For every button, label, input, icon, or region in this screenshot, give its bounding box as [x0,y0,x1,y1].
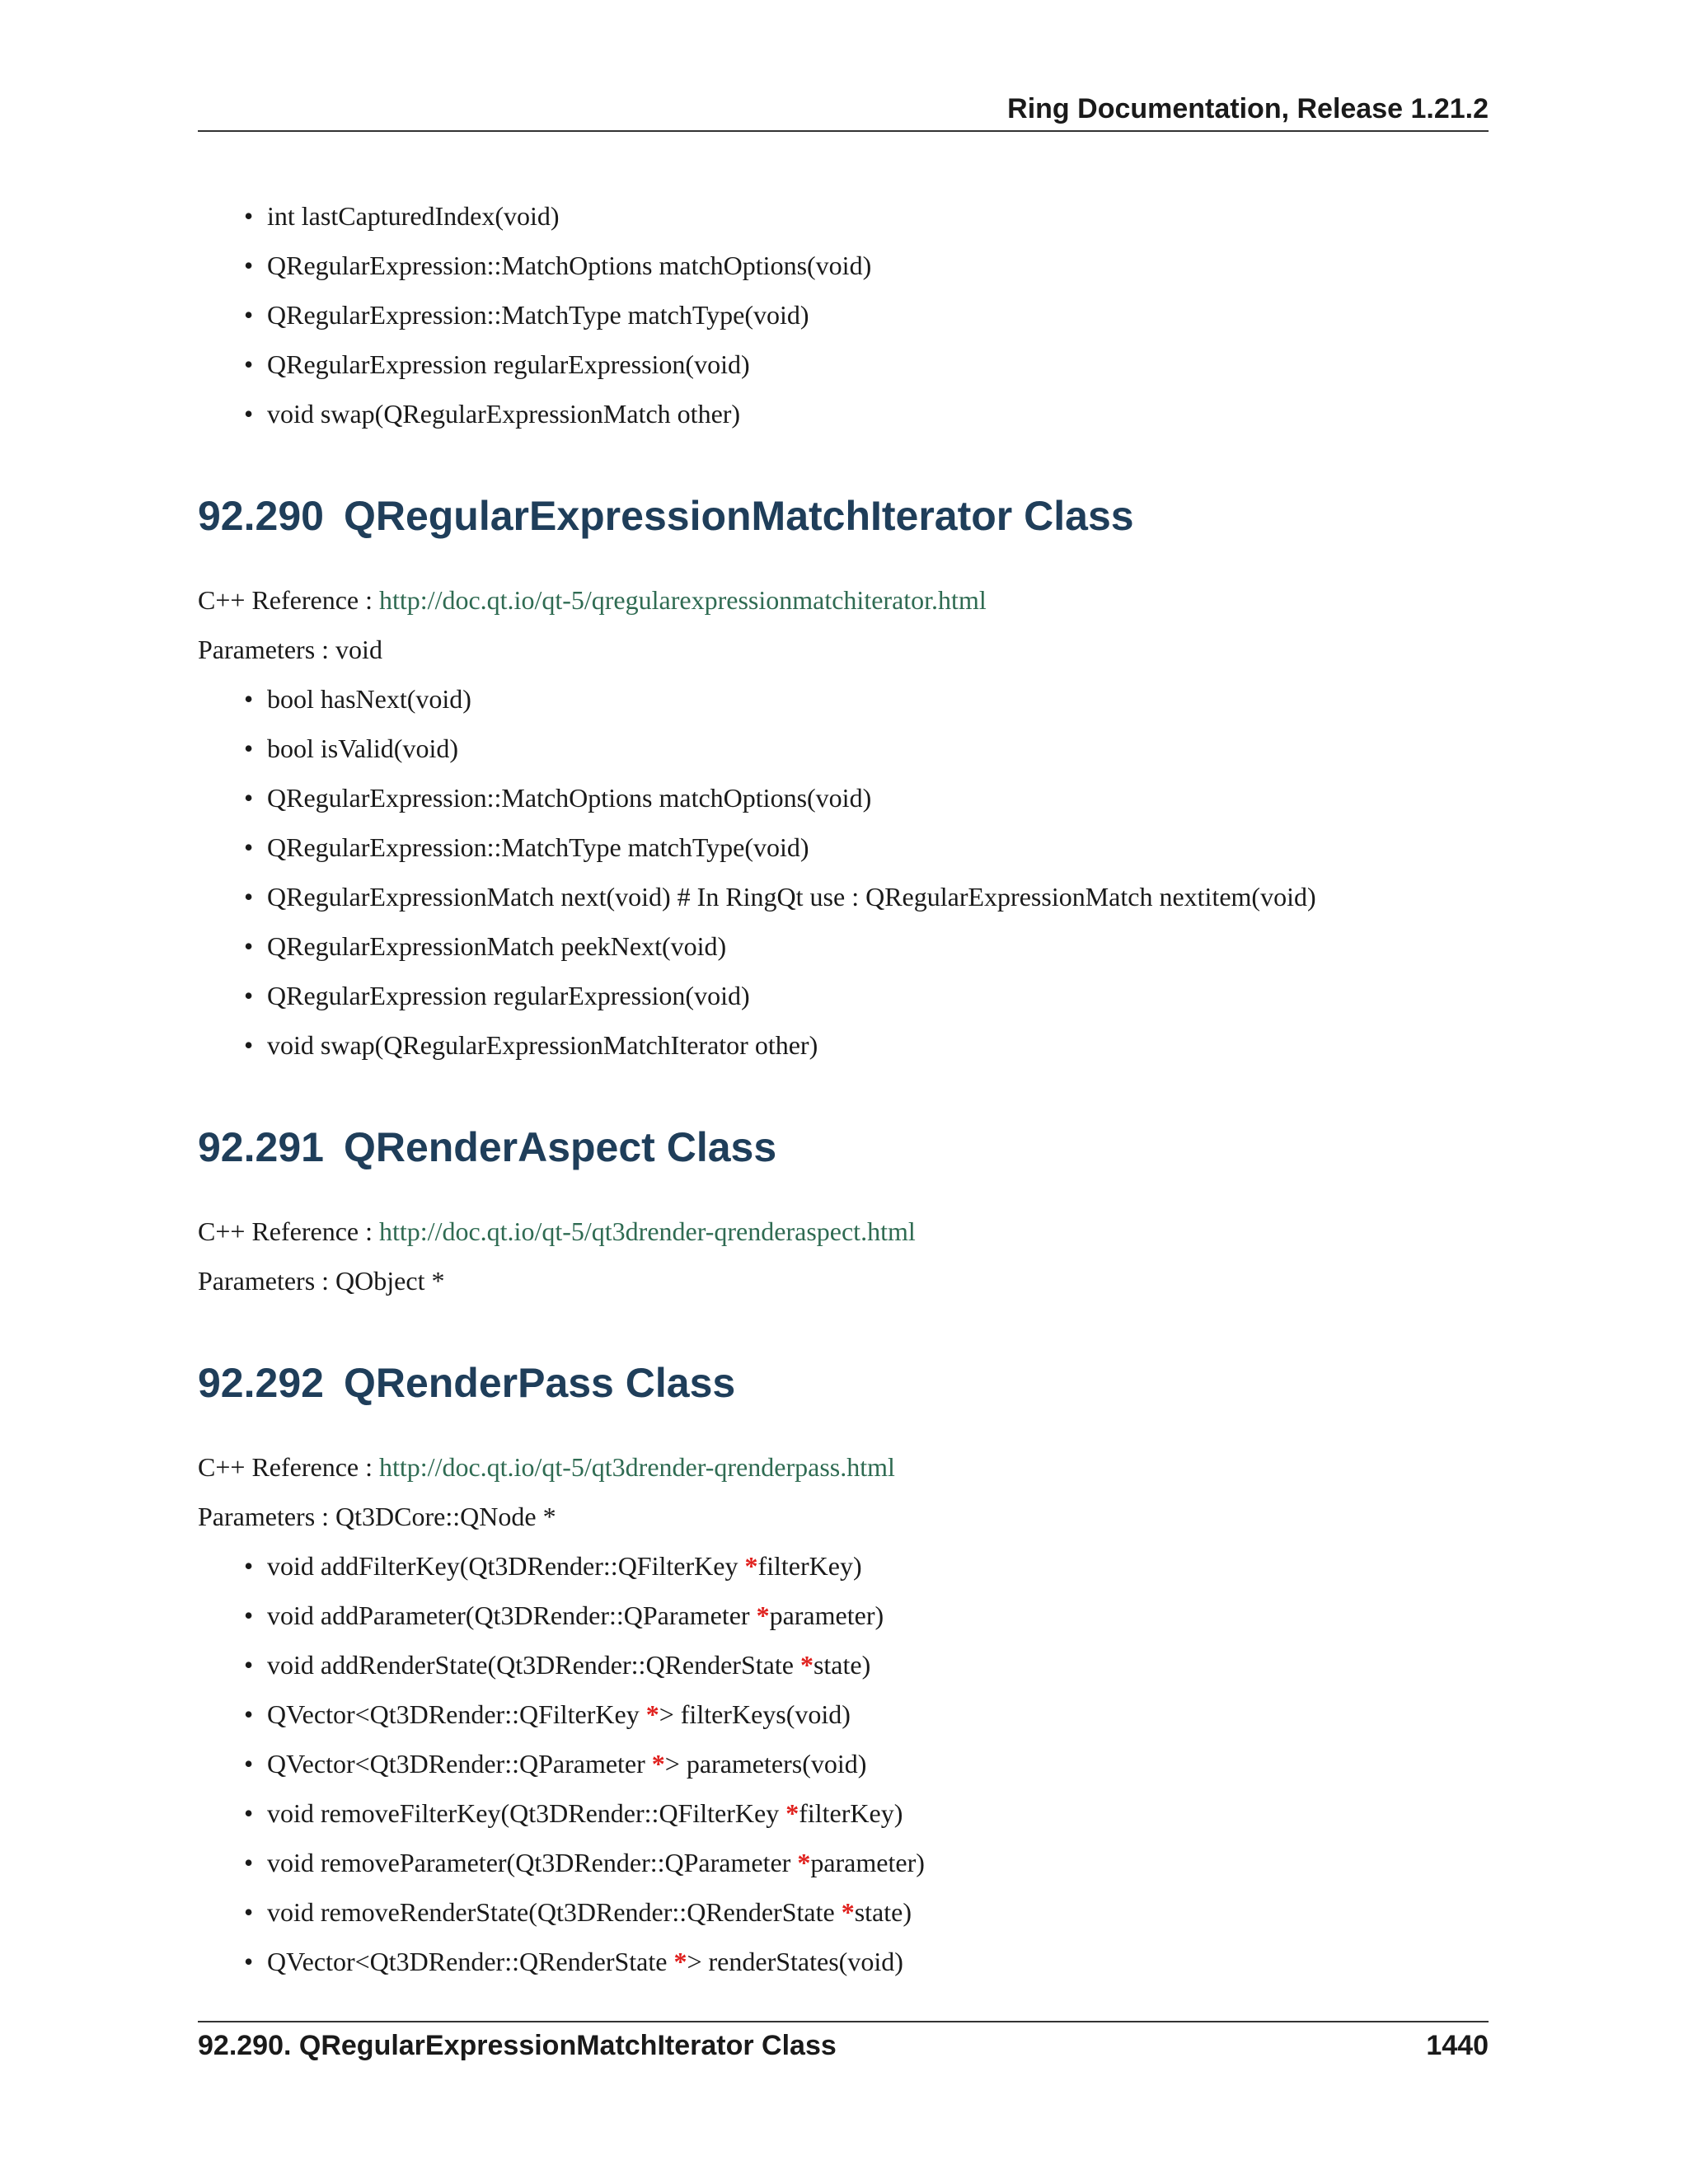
pointer-star: * [841,1897,855,1927]
section-number: 92.290 [198,493,324,539]
cpp-reference: C++ Reference : http://doc.qt.io/qt-5/qt3drender-qrenderaspect.html [198,1216,916,1246]
list-item: • void addRenderState(Qt3DRender::QRenderState *state) [198,1640,925,1690]
list-item: • void addFilterKey(Qt3DRender::QFilterKey *filterKey) [198,1541,925,1591]
pointer-star: * [645,1699,659,1729]
list-item: • void removeParameter(Qt3DRender::QParameter *parameter) [198,1838,925,1887]
section-heading [198,1358,735,1408]
list-item: • QRegularExpression::MatchOptions matchOptions(void) [198,241,871,290]
section-title: QRenderPass Class [343,1360,736,1406]
section-number: 92.292 [198,1360,324,1406]
bullet-icon: • [244,1650,254,1680]
method-list [198,674,1316,1070]
bullet-icon: • [244,1798,254,1828]
pointer-star: * [673,1947,687,1976]
bullet-icon: • [244,882,254,912]
page-number: 1440 [1426,2030,1489,2061]
list-item: • QRegularExpression::MatchType matchType(void) [198,823,1316,872]
pointer-star: * [797,1848,811,1877]
bullet-icon: • [244,1897,254,1927]
list-item: • QVector<Qt3DRender::QRenderState *> renderStates(void) [198,1937,925,1986]
bullet-icon: • [244,981,254,1010]
pointer-star: * [799,1650,814,1680]
section-heading [198,1122,776,1172]
list-item: • void swap(QRegularExpressionMatchIterator other) [198,1020,1316,1070]
parameters-line: Parameters : void [198,635,382,664]
list-item: • QVector<Qt3DRender::QFilterKey *> filterKeys(void) [198,1690,925,1739]
pointer-star: * [756,1601,770,1630]
section-heading [198,491,1134,541]
method-list [198,1541,925,1986]
list-item: • void removeRenderState(Qt3DRender::QRenderState *state) [198,1887,925,1937]
cpp-reference-link[interactable]: http://doc.qt.io/qt-5/qregularexpressionmatchiterator.html [379,585,987,615]
bullet-icon: • [244,349,254,379]
cpp-reference-link[interactable]: http://doc.qt.io/qt-5/qt3drender-qrenderpass.html [379,1452,895,1482]
bullet-icon: • [244,1947,254,1976]
section-number: 92.291 [198,1124,324,1170]
pointer-star: * [651,1749,665,1779]
cpp-reference: C++ Reference : http://doc.qt.io/qt-5/qregularexpressionmatchiterator.html [198,585,987,615]
list-item: • void swap(QRegularExpressionMatch other) [198,389,871,438]
bullet-icon: • [244,300,254,330]
bullet-icon: • [244,783,254,813]
parameters-line: Parameters : QObject * [198,1266,445,1296]
section-title: QRenderAspect Class [343,1124,777,1170]
bullet-icon: • [244,1848,254,1877]
bullet-icon: • [244,684,254,714]
header-rule [198,130,1489,132]
bullet-icon: • [244,1699,254,1729]
bullet-icon: • [244,251,254,280]
pointer-star: * [744,1551,758,1581]
list-item: • QRegularExpressionMatch peekNext(void) [198,921,1316,971]
bullet-icon: • [244,201,254,231]
footer-rule [198,2021,1489,2022]
bullet-icon: • [244,1749,254,1779]
section-title: QRegularExpressionMatchIterator Class [343,493,1134,539]
pointer-star: * [785,1798,799,1828]
list-item: • bool hasNext(void) [198,674,1316,724]
bullet-icon: • [244,1030,254,1060]
cpp-reference: C++ Reference : http://doc.qt.io/qt-5/qt3drender-qrenderpass.html [198,1452,895,1482]
list-item: • QRegularExpression regularExpression(void) [198,971,1316,1020]
parameters-line: Parameters : Qt3DCore::QNode * [198,1502,556,1531]
list-item: • QRegularExpression::MatchOptions matchOptions(void) [198,773,1316,823]
bullet-icon: • [244,931,254,961]
running-footer [198,2029,1489,2062]
bullet-icon: • [244,832,254,862]
cpp-reference-link[interactable]: http://doc.qt.io/qt-5/qt3drender-qrenderaspect.html [379,1216,916,1246]
bullet-icon: • [244,399,254,429]
list-item: • QRegularExpression::MatchType matchType(void) [198,290,871,340]
running-header: Ring Documentation, Release 1.21.2 [1007,93,1489,124]
list-item: • void removeFilterKey(Qt3DRender::QFilterKey *filterKey) [198,1788,925,1838]
intro-method-list [198,191,871,438]
list-item: • int lastCapturedIndex(void) [198,191,871,241]
footer-section-title: 92.290. QRegularExpressionMatchIterator Class [198,2030,837,2061]
list-item: • void addParameter(Qt3DRender::QParameter *parameter) [198,1591,925,1640]
list-item: • bool isValid(void) [198,724,1316,773]
list-item: • QRegularExpression regularExpression(void) [198,340,871,389]
bullet-icon: • [244,733,254,763]
list-item: • QRegularExpressionMatch next(void) # In RingQt use : QRegularExpressionMatch nextitem(void) [198,872,1316,921]
bullet-icon: • [244,1601,254,1630]
bullet-icon: • [244,1551,254,1581]
list-item: • QVector<Qt3DRender::QParameter *> parameters(void) [198,1739,925,1788]
